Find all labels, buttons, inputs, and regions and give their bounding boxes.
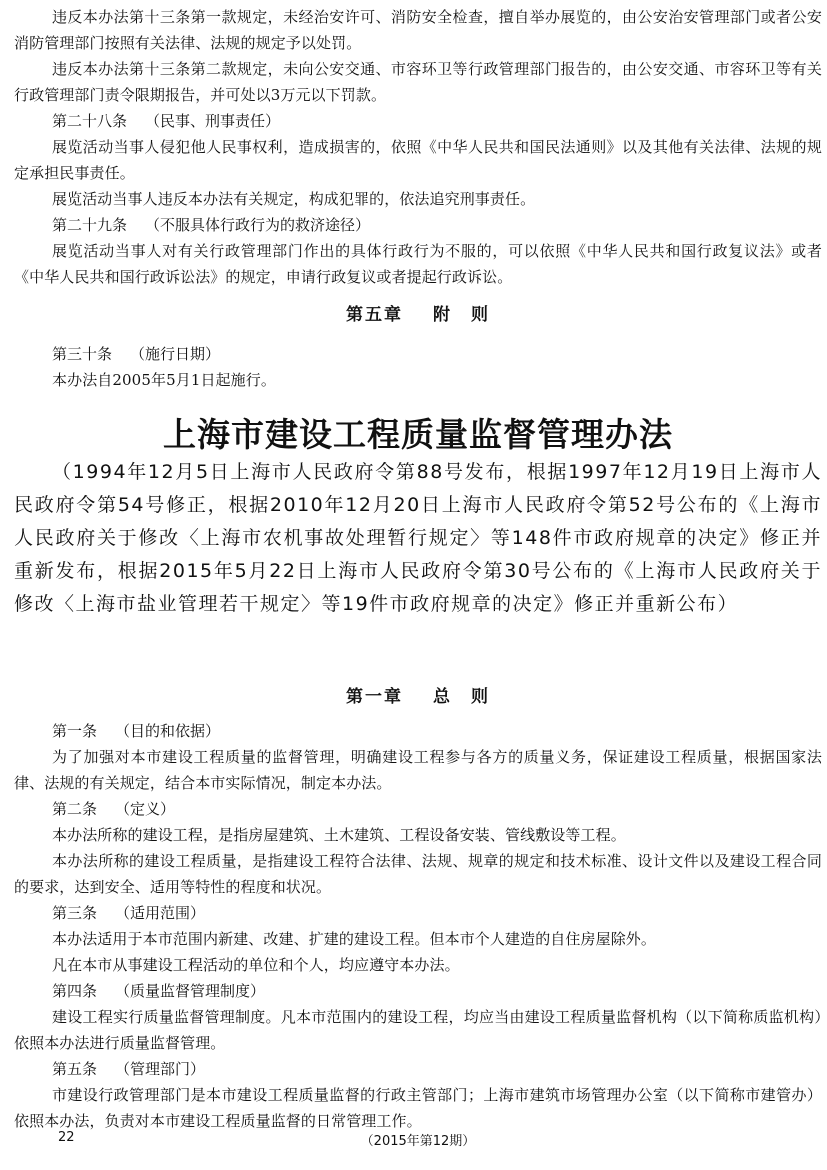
article-heading <box>14 900 822 926</box>
issue-label: （2015年第12期） <box>360 1134 476 1149</box>
article-title: （不服具体行政行为的救济途径） <box>145 216 371 234</box>
article-title: （定义） <box>115 800 176 818</box>
article-number: 第二条 <box>52 800 98 818</box>
article-number: 第三条 <box>52 904 98 922</box>
article-heading <box>14 978 822 1004</box>
article-number: 第一条 <box>52 722 98 740</box>
paragraph: 为了加强对本市建设工程质量的监督管理，明确建设工程参与各方的质量义务，保证建设工程质量，根据国家法律、法规的有关规定，结合本市实际情况，制定本办法。 <box>14 748 822 792</box>
document-page <box>14 0 822 1170</box>
paragraph: 本办法适用于本市范围内新建、改建、扩建的建设工程。但本市个人建造的自住房屋除外。 <box>52 930 657 948</box>
article-heading <box>14 341 822 367</box>
previous-regulation-tail <box>14 4 822 290</box>
article-heading <box>14 1056 822 1082</box>
chapter-heading <box>14 682 822 707</box>
article-title: （质量监督管理制度） <box>115 982 266 1000</box>
article-number: 第四条 <box>52 982 98 1000</box>
paragraph: 违反本办法第十三条第二款规定，未向公安交通、市容环卫等行政管理部门报告的，由公安交通、市容环卫等有关行政管理部门责令限期报告，并可处以3万元以下罚款。 <box>14 60 822 104</box>
paragraph: 本办法自2005年5月1日起施行。 <box>52 371 276 389</box>
page-footer <box>14 1130 822 1154</box>
article-number: 第五条 <box>52 1060 98 1078</box>
paragraph: 本办法所称的建设工程质量，是指建设工程符合法律、法规、规章的规定和技术标准、设计文件以及建设工程合同的要求，达到安全、适用等特性的程度和状况。 <box>14 852 822 896</box>
article-title: （民事、刑事责任） <box>145 112 281 130</box>
paragraph: 展览活动当事人侵犯他人民事权利，造成损害的，依照《中华人民共和国民法通则》以及其他有关法律、法规的规定承担民事责任。 <box>14 138 822 182</box>
article-30 <box>14 341 822 393</box>
article-heading <box>14 796 822 822</box>
article-heading <box>14 718 822 744</box>
paragraph: 展览活动当事人对有关行政管理部门作出的具体行政行为不服的，可以依照《中华人民共和国行政复议法》或者《中华人民共和国行政诉讼法》的规定，申请行政复议或者提起行政诉讼。 <box>14 242 822 286</box>
paragraph: 市建设行政管理部门是本市建设工程质量监督的行政主管部门；上海市建筑市场管理办公室（以下简称市建管办）依照本办法，负责对本市建设工程质量监督的日常管理工作。 <box>14 1086 822 1130</box>
revision-history: （1994年12月5日上海市人民政府令第88号发布，根据1997年12月19日上海市人民政府令第54号修正，根据2010年12月20日上海市人民政府令第52号公布的《上海市人民政府关于修改〈上海市农机事故处理暂行规定〉等148件市政府规章的决定》修正并重新发布，根据2015年5月22日上海市人民政府令第30号公布的《上海市人民政府关于修改〈上海市盐业管理若干规定〉等19件市政府规章的决定》修正并重新公布） <box>14 461 822 615</box>
chapter-title: 附 则 <box>433 305 490 325</box>
article-number: 第二十八条 <box>52 112 128 130</box>
article-title: （施行日期） <box>130 345 221 363</box>
paragraph: 凡在本市从事建设工程活动的单位和个人，均应遵守本办法。 <box>52 956 460 974</box>
paragraph: 本办法所称的建设工程，是指房屋建筑、土木建筑、工程设备安装、管线敷设等工程。 <box>52 826 626 844</box>
document-title: 上海市建设工程质量监督管理办法 <box>163 415 673 454</box>
article-title: （目的和依据） <box>115 722 221 740</box>
paragraph: 展览活动当事人违反本办法有关规定，构成犯罪的，依法追究刑事责任。 <box>52 190 536 208</box>
paragraph: 违反本办法第十三条第一款规定，未经治安许可、消防安全检查，擅自举办展览的，由公安治安管理部门或者公安消防管理部门按照有关法律、法规的规定予以处罚。 <box>14 8 822 52</box>
chapter-number: 第五章 <box>346 305 403 325</box>
chapter-1-body <box>14 718 822 1134</box>
article-number: 第二十九条 <box>52 216 128 234</box>
paragraph: 建设工程实行质量监督管理制度。凡本市范围内的建设工程，均应当由建设工程质量监督机构（以下简称质监机构）依照本办法进行质量监督管理。 <box>14 1008 822 1052</box>
article-title: （适用范围） <box>115 904 206 922</box>
article-heading <box>14 212 822 238</box>
article-number: 第三十条 <box>52 345 113 363</box>
article-heading <box>14 108 822 134</box>
chapter-heading <box>14 300 822 325</box>
chapter-number: 第一章 <box>346 687 403 707</box>
chapter-title: 总 则 <box>433 687 490 707</box>
article-title: （管理部门） <box>115 1060 206 1078</box>
page-number: 22 <box>58 1130 75 1145</box>
